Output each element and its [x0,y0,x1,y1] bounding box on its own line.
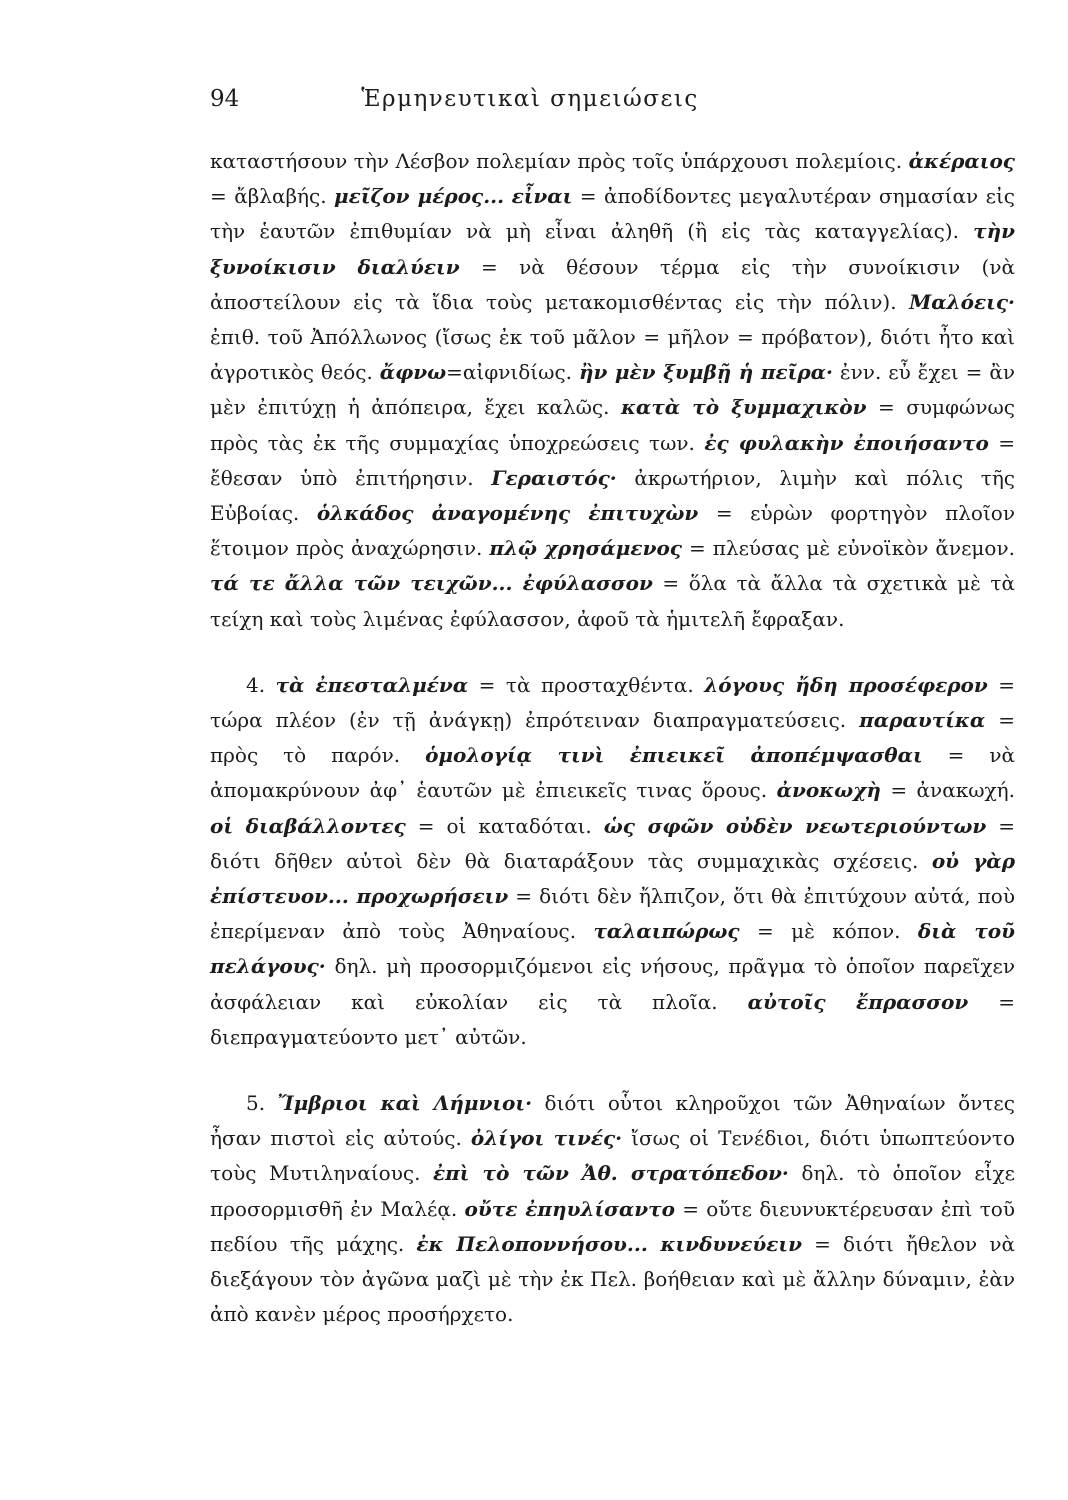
commentary-paragraph-p3 [210,1086,1015,1332]
lemma: τὰ ἐπεσταλμένα [275,672,469,697]
lemma: ὡς σφῶν οὐδὲν νεωτεριούντων [603,813,987,838]
lemma: ἀνοκωχὴ [776,778,881,803]
gloss-text: = διότι δῆθεν αὐτοὶ δὲν θὰ διαταράξουν τὰς συμμαχικὰς σχέσεις. [210,813,1016,873]
gloss-text: = οὔτε διευνυκτέρευσαν ἐπὶ τοῦ πεδίου τῆς μάχης. [210,1196,1015,1256]
lemma: αὐτοῖς ἔπρασσον [747,989,969,1014]
lemma: παραυτίκα [859,708,986,733]
page-number: 94 [210,86,240,112]
commentary-paragraph-p1 [210,144,1015,637]
gloss-text: καταστήσουν τὴν Λέσβον πολεμίαν πρὸς τοῖς ὑπάρχουσι πολεμίοις. [210,149,909,173]
gloss-text: = συμφώνως πρὸς τὰς ἐκ τῆς συμμαχίας ὑποχρεώσεις των. [210,395,1015,455]
gloss-text: = ἄβλαβής. [210,184,335,209]
gloss-text: = ἀνακωχή. [880,778,1015,803]
gloss-text: ἐπιθ. τοῦ Ἀπόλλωνος (ἴσως ἐκ τοῦ μᾶλον = μῆλον = πρόβατον), διότι ἦτο καὶ ἀγροτικὸς θεός. [210,325,1015,385]
lemma: εἶναι [511,184,573,209]
gloss-text: =αἰφνιδίως. [446,360,579,385]
gloss-text: = νὰ θέσουν τέρμα εἰς τὴν συνοίκισιν (νὰ ἀποστείλουν εἰς τὰ ἴδια τοὺς μετακομισθέντας εἰς τὴν πόλιν). [210,254,1015,314]
lemma: ἄφνω [379,360,447,385]
gloss-text: = τὰ προσταχθέντα. [468,672,705,697]
lemma: κατὰ τὸ ξυμμαχικὸν [620,395,867,420]
page-header [210,86,790,126]
lemma: Γεραιστός· [491,465,617,490]
gloss-text: διότι οὗτοι κληροῦχοι τῶν Ἀθηναίων ὄντες ἦσαν πιστοὶ εἰς αὐτούς. [210,1091,1015,1151]
gloss-text: 4. [246,672,276,697]
commentary-paragraph-p2 [210,668,1015,1055]
gloss-text: = τώρα πλέον (ἐν τῇ ἀνάγκῃ) ἐπρότειναν διαπραγματεύσεις. [210,672,1015,733]
gloss-text: = ἔθεσαν ὑπὸ ἐπιτήρησιν. [210,430,1016,490]
gloss-text: = διότι δὲν ἤλπιζον, ὅτι θὰ ἐπιτύχουν αὐτά, ποὺ ἐπερίμεναν ἀπὸ τοὺς Ἀθηναίους. [210,884,1016,944]
lemma: ὁλκάδος ἀναγομένης ἐπιτυχὼν [316,501,699,526]
gloss-text: = διότι ἤθελον νὰ διεξάγουν τὸν ἀγῶνα μαζὶ μὲ τὴν ἐκ Πελ. βοήθειαν καὶ μὲ ἄλλην δύναμιν, ἐὰν ἀπὸ κανὲν μέρος προσήρχετο. [210,1231,1015,1327]
paragraph-gap [210,1055,1015,1086]
gloss-text: = διεπραγματεύοντο μετ᾿ αὐτῶν. [210,989,1015,1049]
lemma: ὁμολογίᾳ τινὶ ἐπιεικεῖ ἀποπέμψασθαι [425,743,923,768]
lemma: μεῖζον μέρος... [334,184,505,209]
running-title: Ἑρμηνευτικαὶ σημειώσεις [361,86,699,112]
lemma: ἢν μὲν ξυμβῇ ἡ πεῖρα· [578,360,833,385]
gloss-text: 5. [246,1091,278,1116]
gloss-text: = πλεύσας μὲ εὐνοϊκὸν ἄνεμον. [682,536,1015,561]
gloss-text: = μὲ κόπον. [739,919,918,944]
gloss-text: δηλ. τὸ ὁποῖον εἶχε προσορμισθῆ ἐν Μαλέᾳ. [210,1161,1016,1221]
gloss-text: = οἱ καταδόται. [405,813,604,838]
lemma: λόγους ἤδη προσέφερον [704,672,988,697]
gloss-text: ἴσως οἱ Τενέδιοι, διότι ὑπωπτεύοντο τοὺς Μυτιληναίους. [210,1126,1015,1186]
gloss-text: = ἀποδίδοντες μεγαλυτέραν σημασίαν εἰς τὴν ἑαυτῶν ἐπιθυμίαν νὰ μὴ εἶναι ἀληθῆ (ἢ εἰς τὰς καταγγελίας). [210,184,1016,244]
lemma: ἐς φυλακὴν ἐποιήσαντο [704,430,989,455]
gloss-text: = πρὸς τὸ παρόν. [210,708,1015,768]
lemma: διὰ τοῦ πελάγους· [210,919,1015,979]
lemma: ἐκ Πελοποννήσου... κινδυνεύειν [416,1231,802,1256]
gloss-text: δηλ. μὴ προσορμιζόμενοι εἰς νήσους, πρᾶγμα τὸ ὁποῖον παρεῖχεν ἀσφάλειαν καὶ εὐκολίαν εἰς τὰ πλοῖα. [210,954,1015,1014]
paragraph-gap [210,637,1015,668]
lemma: τά τε ἄλλα τῶν τειχῶν... ἐφύλασσον [210,571,653,596]
lemma: ἐπὶ τὸ τῶν Ἀθ. στρατόπεδον· [432,1161,789,1186]
gloss-text [504,184,511,208]
lemma: ταλαιπώρως [593,919,740,944]
lemma: πλῷ χρησάμενος [489,536,682,561]
gloss-text: = ὅλα τὰ ἄλλα τὰ σχετικὰ μὲ τὰ τείχη καὶ τοὺς λιμένας ἐφύλασσον, ἀφοῦ τὰ ἡμιτελῆ ἔφραξαν. [210,571,1015,631]
lemma: οὔτε ἐπηυλίσαντο [464,1196,675,1221]
lemma: οὐ γὰρ ἐπίστευον... προχωρήσειν [210,848,1015,909]
gloss-text: = εὑρὼν φορτηγὸν πλοῖον ἕτοιμον πρὸς ἀναχώρησιν. [210,501,1015,561]
lemma: τὴν ξυνοίκισιν διαλύειν [210,219,1015,279]
gloss-text: ἀκρωτήριον, λιμὴν καὶ πόλις τῆς Εὐβοίας. [210,465,1015,526]
gloss-text: = νὰ ἀπομακρύνουν ἀφ᾿ ἑαυτῶν μὲ ἐπιεικεῖς τινας ὅρους. [210,743,1015,803]
lemma: Μαλόεις· [909,289,1015,314]
lemma: Ἴμβριοι καὶ Λήμνιοι· [277,1091,533,1116]
lemma: οἱ διαβάλλοντες [210,813,406,838]
lemma: ὀλίγοι τινές· [470,1126,623,1151]
lemma: ἀκέραιος [908,149,1015,173]
gloss-text: ἐνν. εὖ ἔχει = ἂν μὲν ἐπιτύχῃ ἡ ἀπόπειρα, ἔχει καλῶς. [210,360,1015,420]
commentary-body [210,144,1015,1333]
